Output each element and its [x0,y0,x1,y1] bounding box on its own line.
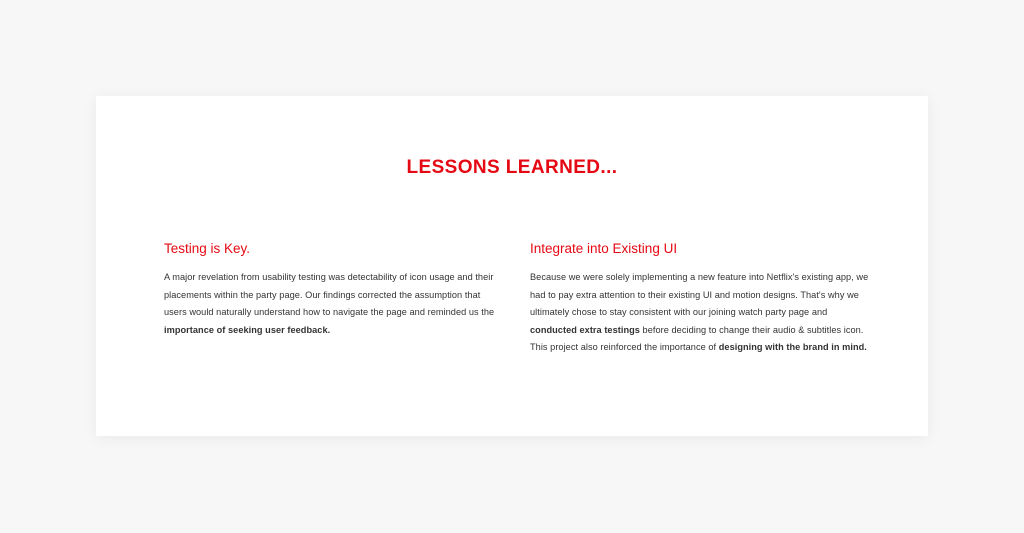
lesson-body [530,269,870,357]
lesson-emphasis: importance of seeking user feedback. [164,324,331,335]
lessons-card [96,96,928,436]
lesson-text: A major revelation from usability testing was detectability of icon usage and their placements within the party page. Our findings corrected the assumption that users would naturally understand how to navigate the page and reminded us the [164,272,495,318]
lesson-text: before deciding to change their audio & subtitles icon. This project also reinforced the importance of [530,324,864,353]
lesson-integrate [530,239,870,357]
lesson-emphasis: designing with the brand in mind. [718,342,867,353]
lesson-text: Because we were solely implementing a new feature into Netflix's existing app, we had to pay extra attention to their existing UI and motion designs. That's why we ultimately chose to stay consistent with our joining watch party page and [530,272,869,318]
section-title: LESSONS LEARNED... [406,157,618,178]
lesson-testing [164,239,504,339]
lesson-heading: Testing is Key. [164,241,251,256]
lesson-emphasis: conducted extra testings [530,324,640,335]
lesson-body [164,269,504,339]
lesson-heading: Integrate into Existing UI [530,241,678,256]
